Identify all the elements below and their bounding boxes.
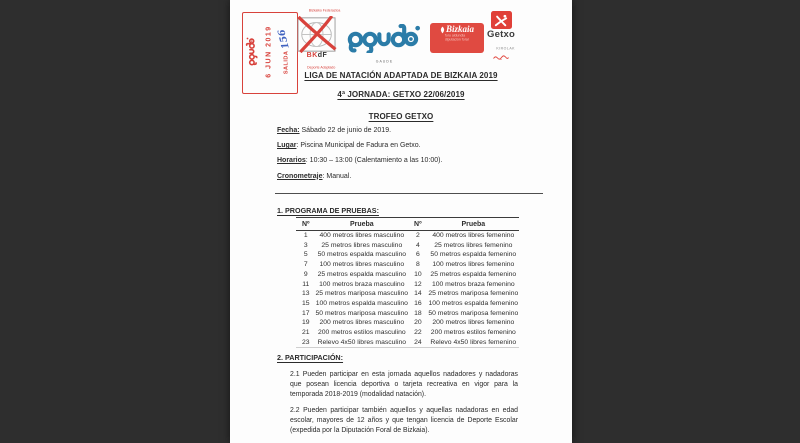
info-label: Fecha: [277, 127, 300, 134]
program-table [296, 217, 519, 348]
event-name-cell: 100 metros espalda femenino [428, 299, 519, 307]
event-number-cell: 14 [414, 290, 422, 298]
registry-stamp [242, 12, 298, 94]
getxo-emblem [491, 11, 512, 29]
event-number-cell: 9 [303, 270, 308, 278]
info-value: Sábado 22 de junio de 2019. [299, 127, 392, 134]
event-name-cell: 400 metros libres femenino [432, 232, 515, 239]
event-number-cell: 24 [408, 338, 428, 348]
table-row [296, 318, 519, 328]
separator-rule [275, 193, 543, 194]
event-number-cell: 1 [303, 232, 308, 239]
trofeo-title: TROFEO GETXO [368, 112, 434, 121]
info-line [277, 142, 442, 157]
getxo-figure-icon [494, 14, 508, 27]
info-line [277, 157, 442, 172]
event-number-cell: 4 [415, 241, 420, 249]
event-name-cell: 25 metros espalda masculino [317, 270, 407, 278]
event-name-cell: 25 metros mariposa masculino [315, 290, 409, 298]
gaude-logo-icon [339, 24, 429, 53]
info-label: Lugar [277, 142, 297, 150]
table-row [296, 241, 519, 251]
event-name-cell: 25 metros espalda femenino [430, 270, 517, 278]
section-heading-program: 1. PROGRAMA DE PRUEBAS: [277, 206, 379, 215]
participation-paragraph: 2.2 Pueden participar también aquellos y aquellas nadadoras en edad escolar, mayores de 12 años y que tengan licencia de Deporte Escolar (expedida por la Diputación Foral de Bizkaia). [290, 406, 518, 434]
info-label: Horarios [277, 157, 306, 165]
column-header-event-2: Prueba [428, 218, 519, 231]
table-row [296, 338, 519, 348]
event-name-cell: 100 metros braza masculino [319, 280, 405, 288]
stamp-salida-label: SALIDA [283, 50, 289, 75]
info-value: : 10:30 – 13:00 (Calentamiento a las 10:00). [305, 157, 443, 165]
event-info-list [277, 127, 442, 188]
jornada-title: 4ª JORNADA: GETXO 22/06/2019 [337, 90, 465, 99]
event-number-cell: 22 [414, 329, 422, 337]
event-name-cell: 50 metros espalda femenino [430, 251, 517, 259]
federation-logo [293, 2, 341, 75]
event-number-cell: 18 [414, 309, 422, 317]
event-name-cell: Relevo 4x50 libres femenino [428, 338, 519, 348]
event-number-cell: 23 [296, 338, 316, 348]
bizkaia-logo [430, 23, 484, 53]
table-row [296, 328, 519, 338]
event-number-cell: 6 [415, 251, 420, 259]
document-page [230, 0, 572, 443]
event-number-cell: 17 [301, 309, 310, 317]
federation-top-caption: Bizkaiko Federazioa [308, 9, 341, 13]
event-number-cell: 11 [302, 280, 310, 288]
info-value: : Piscina Municipal de Fadura en Getxo. [296, 142, 421, 150]
event-number-cell: 13 [301, 290, 310, 298]
column-header-event-1: Prueba [316, 218, 409, 231]
event-number-cell: 10 [414, 270, 422, 278]
table-row [296, 299, 519, 309]
event-name-cell: 100 metros libres masculino [319, 261, 405, 269]
table-header-row [296, 218, 519, 231]
info-value: : Manual. [322, 172, 352, 180]
column-header-num-1: Nº [296, 218, 316, 231]
event-name-cell: 200 metros estilos femenino [430, 329, 516, 337]
table-row [296, 280, 519, 290]
getxo-logo [487, 11, 515, 60]
bizkaia-name: Bizkaia [440, 25, 474, 34]
event-number-cell: 12 [414, 280, 422, 288]
info-label: Cronometraje [277, 172, 323, 180]
event-name-cell: 25 metros libres masculino [321, 241, 403, 249]
event-number-cell: 20 [414, 319, 422, 327]
stamp-date: 6 JUN 2019 [265, 25, 273, 78]
event-number-cell: 21 [301, 329, 310, 337]
event-number-cell: 19 [301, 319, 310, 327]
event-name-cell: 50 metros mariposa masculino [315, 309, 409, 317]
participation-paragraphs [290, 370, 518, 441]
participation-paragraph: 2.1 Pueden participar en esta jornada aquellos nadadores y nadadoras que posean licencia deportiva o tarjeta recreativa en vigor para la temporada 2018-2019 (modalidad natación). [290, 371, 518, 398]
getxo-script-decoration [493, 55, 509, 60]
event-name-cell: 100 metros libres femenino [432, 261, 515, 269]
event-name-cell: 25 metros mariposa femenino [428, 290, 519, 298]
event-name-cell: 200 metros libres masculino [319, 319, 405, 327]
gaude-caption: GAUDE [375, 60, 393, 64]
event-name-cell: Relevo 4x50 libres masculino [316, 338, 409, 348]
table-row [296, 309, 519, 319]
event-name-cell: 200 metros estilos masculino [317, 329, 406, 337]
table-row [296, 250, 519, 260]
stamp-salida-number: 156 [276, 28, 292, 51]
getxo-subtitle: KIROLAK [496, 46, 516, 50]
event-number-cell: 15 [301, 299, 310, 307]
section-heading-participation: 2. PARTICIPACIÓN: [277, 353, 344, 362]
event-name-cell: 50 metros espalda masculino [317, 251, 407, 259]
bizkaia-subtitle: foru aldundia diputación foral [445, 34, 469, 42]
table-row [296, 260, 519, 270]
table-row [296, 270, 519, 280]
event-name-cell: 25 metros libres femenino [434, 241, 513, 249]
column-header-num-2: Nº [408, 218, 428, 231]
gaude-logo [338, 24, 430, 69]
document-title: LIGA DE NATACIÓN ADAPTADA DE BIZKAIA 2019 [304, 71, 498, 80]
getxo-name: Getxo [487, 29, 515, 40]
stamp-gaude-logo-icon [246, 38, 258, 66]
table-row [296, 231, 519, 241]
event-number-cell: 2 [415, 232, 420, 239]
info-line [277, 127, 442, 142]
event-name-cell: 200 metros libres femenino [432, 319, 515, 327]
event-name-cell: 100 metros espalda masculino [315, 299, 408, 307]
event-number-cell: 5 [303, 251, 308, 259]
federation-globe-icon [296, 16, 338, 53]
federation-acronym: BKdF [306, 52, 328, 59]
event-number-cell: 3 [303, 241, 308, 249]
table-row [296, 289, 519, 299]
federation-caption: Deporte Adaptado [307, 66, 336, 70]
bizkaia-emblem-icon [440, 26, 445, 34]
event-number-cell: 8 [415, 261, 420, 269]
event-number-cell: 16 [414, 299, 422, 307]
event-name-cell: 50 metros mariposa femenino [428, 309, 519, 317]
event-name-cell: 100 metros braza femenino [431, 280, 515, 288]
event-number-cell: 7 [303, 261, 308, 269]
info-line [277, 173, 442, 188]
event-name-cell: 400 metros libres masculino [319, 232, 405, 239]
